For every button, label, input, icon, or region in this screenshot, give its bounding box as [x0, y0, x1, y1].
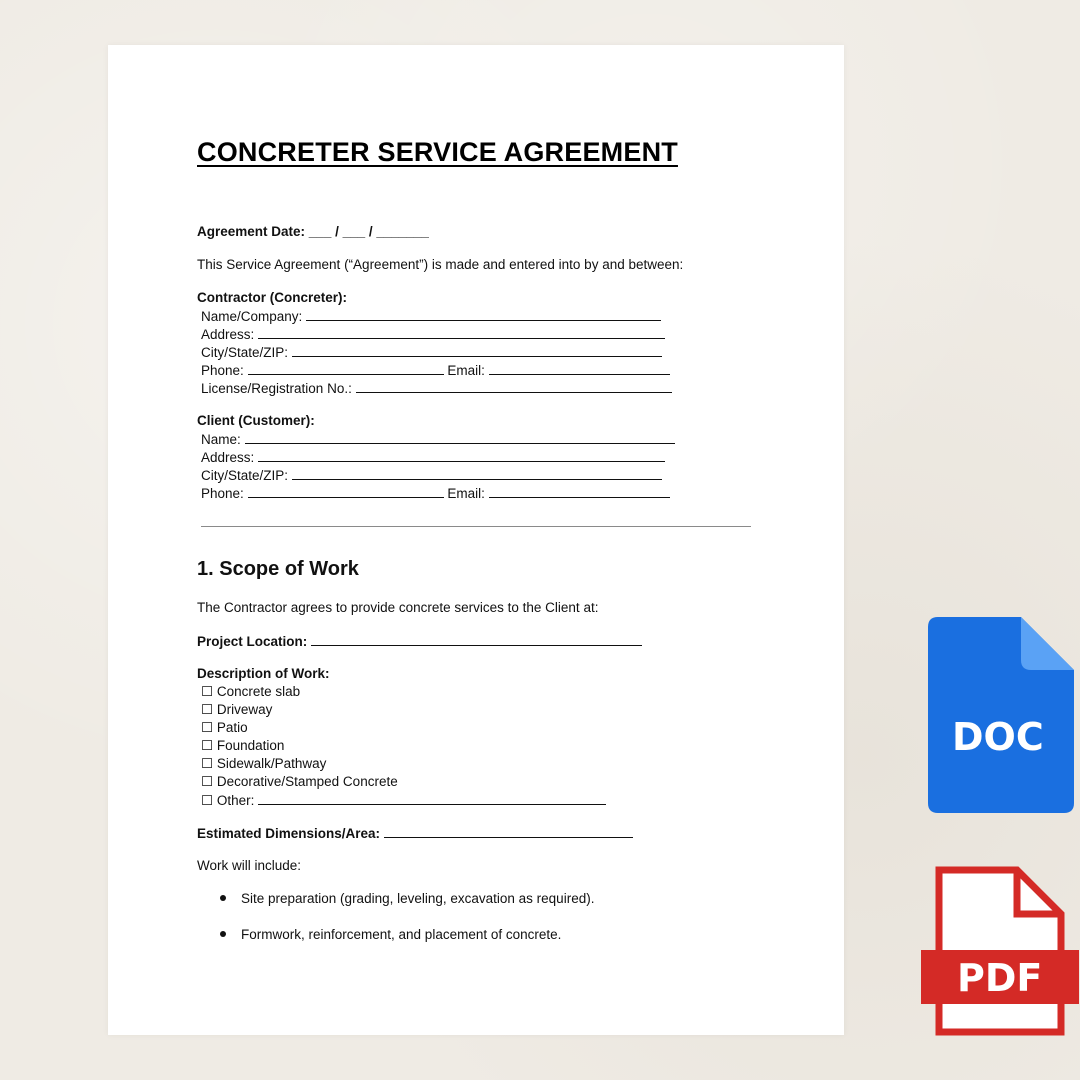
list-item: Site preparation (grading, leveling, excavation as required). — [241, 891, 595, 906]
checkbox-icon[interactable]: ☐ — [201, 684, 214, 699]
checkbox-label: Patio — [216, 720, 248, 735]
contractor-license-field — [201, 379, 672, 398]
project-location-blank — [311, 632, 642, 646]
dimensions-blank — [384, 824, 633, 838]
scope-heading: 1. Scope of Work — [197, 558, 359, 580]
contractor-email-blank — [489, 361, 670, 375]
contractor-heading: Contractor (Concreter): — [197, 290, 348, 305]
client-phone-label: Phone: — [201, 486, 244, 501]
agreement-date-blank: ___ / ___ / _______ — [308, 224, 429, 239]
checkbox-label: Foundation — [216, 738, 285, 753]
checkbox-option[interactable] — [201, 773, 398, 791]
checkbox-option[interactable] — [201, 683, 300, 701]
dimensions-field — [197, 824, 633, 843]
client-city-blank — [292, 466, 662, 480]
doc-label: DOC — [952, 715, 1044, 759]
section-divider — [201, 526, 751, 527]
contractor-name-field — [201, 307, 661, 326]
checkbox-icon[interactable]: ☐ — [201, 756, 214, 771]
client-email-label: Email: — [447, 486, 485, 501]
checkbox-icon[interactable]: ☐ — [201, 720, 214, 735]
contractor-phone-email-field — [201, 361, 670, 380]
client-name-field — [201, 430, 675, 449]
client-name-label: Name: — [201, 432, 241, 447]
checkbox-option[interactable] — [201, 737, 284, 755]
contractor-name-label: Name/Company: — [201, 309, 303, 324]
pdf-icon-shape — [921, 866, 1079, 1036]
checkbox-icon[interactable]: ☐ — [201, 793, 214, 808]
pdf-label: PDF — [957, 956, 1043, 1000]
checkbox-icon[interactable]: ☐ — [201, 702, 214, 717]
document-title: CONCRETER SERVICE AGREEMENT — [197, 137, 678, 167]
checkbox-icon[interactable]: ☐ — [201, 774, 214, 789]
document-page — [108, 45, 844, 1035]
list-item: Formwork, reinforcement, and placement of concrete. — [241, 927, 562, 942]
agreement-date-label: Agreement Date: — [197, 224, 306, 239]
contractor-license-label: License/Registration No.: — [201, 381, 352, 396]
client-phone-blank — [248, 484, 444, 498]
client-phone-email-field — [201, 484, 670, 503]
contractor-name-blank — [306, 307, 661, 321]
contractor-email-label: Email: — [447, 363, 485, 378]
bullet-icon — [220, 895, 226, 901]
other-blank — [258, 791, 606, 805]
contractor-address-field — [201, 325, 665, 344]
checkbox-label: Other: — [216, 793, 255, 808]
client-address-label: Address: — [201, 450, 255, 465]
checkbox-label: Concrete slab — [216, 684, 301, 699]
contractor-phone-label: Phone: — [201, 363, 244, 378]
checkbox-option[interactable] — [201, 701, 272, 719]
pdf-file-icon — [921, 866, 1079, 1036]
contractor-address-blank — [258, 325, 665, 339]
contractor-license-blank — [356, 379, 672, 393]
client-address-field — [201, 448, 665, 467]
description-heading: Description of Work: — [197, 666, 330, 681]
checkbox-label: Driveway — [216, 702, 273, 717]
scope-intro: The Contractor agrees to provide concrete services to the Client at: — [197, 600, 599, 615]
checkbox-option[interactable] — [201, 755, 326, 773]
doc-file-icon — [928, 617, 1074, 813]
dimensions-label: Estimated Dimensions/Area: — [197, 826, 381, 841]
contractor-address-label: Address: — [201, 327, 255, 342]
client-email-blank — [489, 484, 670, 498]
work-include-label: Work will include: — [197, 858, 302, 873]
agreement-date-line — [197, 223, 429, 241]
project-location-label: Project Location: — [197, 634, 308, 649]
checkbox-label: Decorative/Stamped Concrete — [216, 774, 398, 789]
bullet-icon — [220, 931, 226, 937]
client-city-label: City/State/ZIP: — [201, 468, 289, 483]
project-location-field — [197, 632, 642, 651]
contractor-city-label: City/State/ZIP: — [201, 345, 289, 360]
checkbox-option[interactable] — [201, 719, 248, 737]
contractor-city-blank — [292, 343, 662, 357]
checkbox-label: Sidewalk/Pathway — [216, 756, 327, 771]
client-name-blank — [245, 430, 675, 444]
contractor-phone-blank — [248, 361, 444, 375]
checkbox-option[interactable] — [201, 791, 606, 810]
contractor-city-field — [201, 343, 662, 362]
checkbox-icon[interactable]: ☐ — [201, 738, 214, 753]
client-address-blank — [258, 448, 665, 462]
client-city-field — [201, 466, 662, 485]
intro-text: This Service Agreement (“Agreement”) is made and entered into by and between: — [197, 257, 684, 272]
client-heading: Client (Customer): — [197, 413, 315, 428]
